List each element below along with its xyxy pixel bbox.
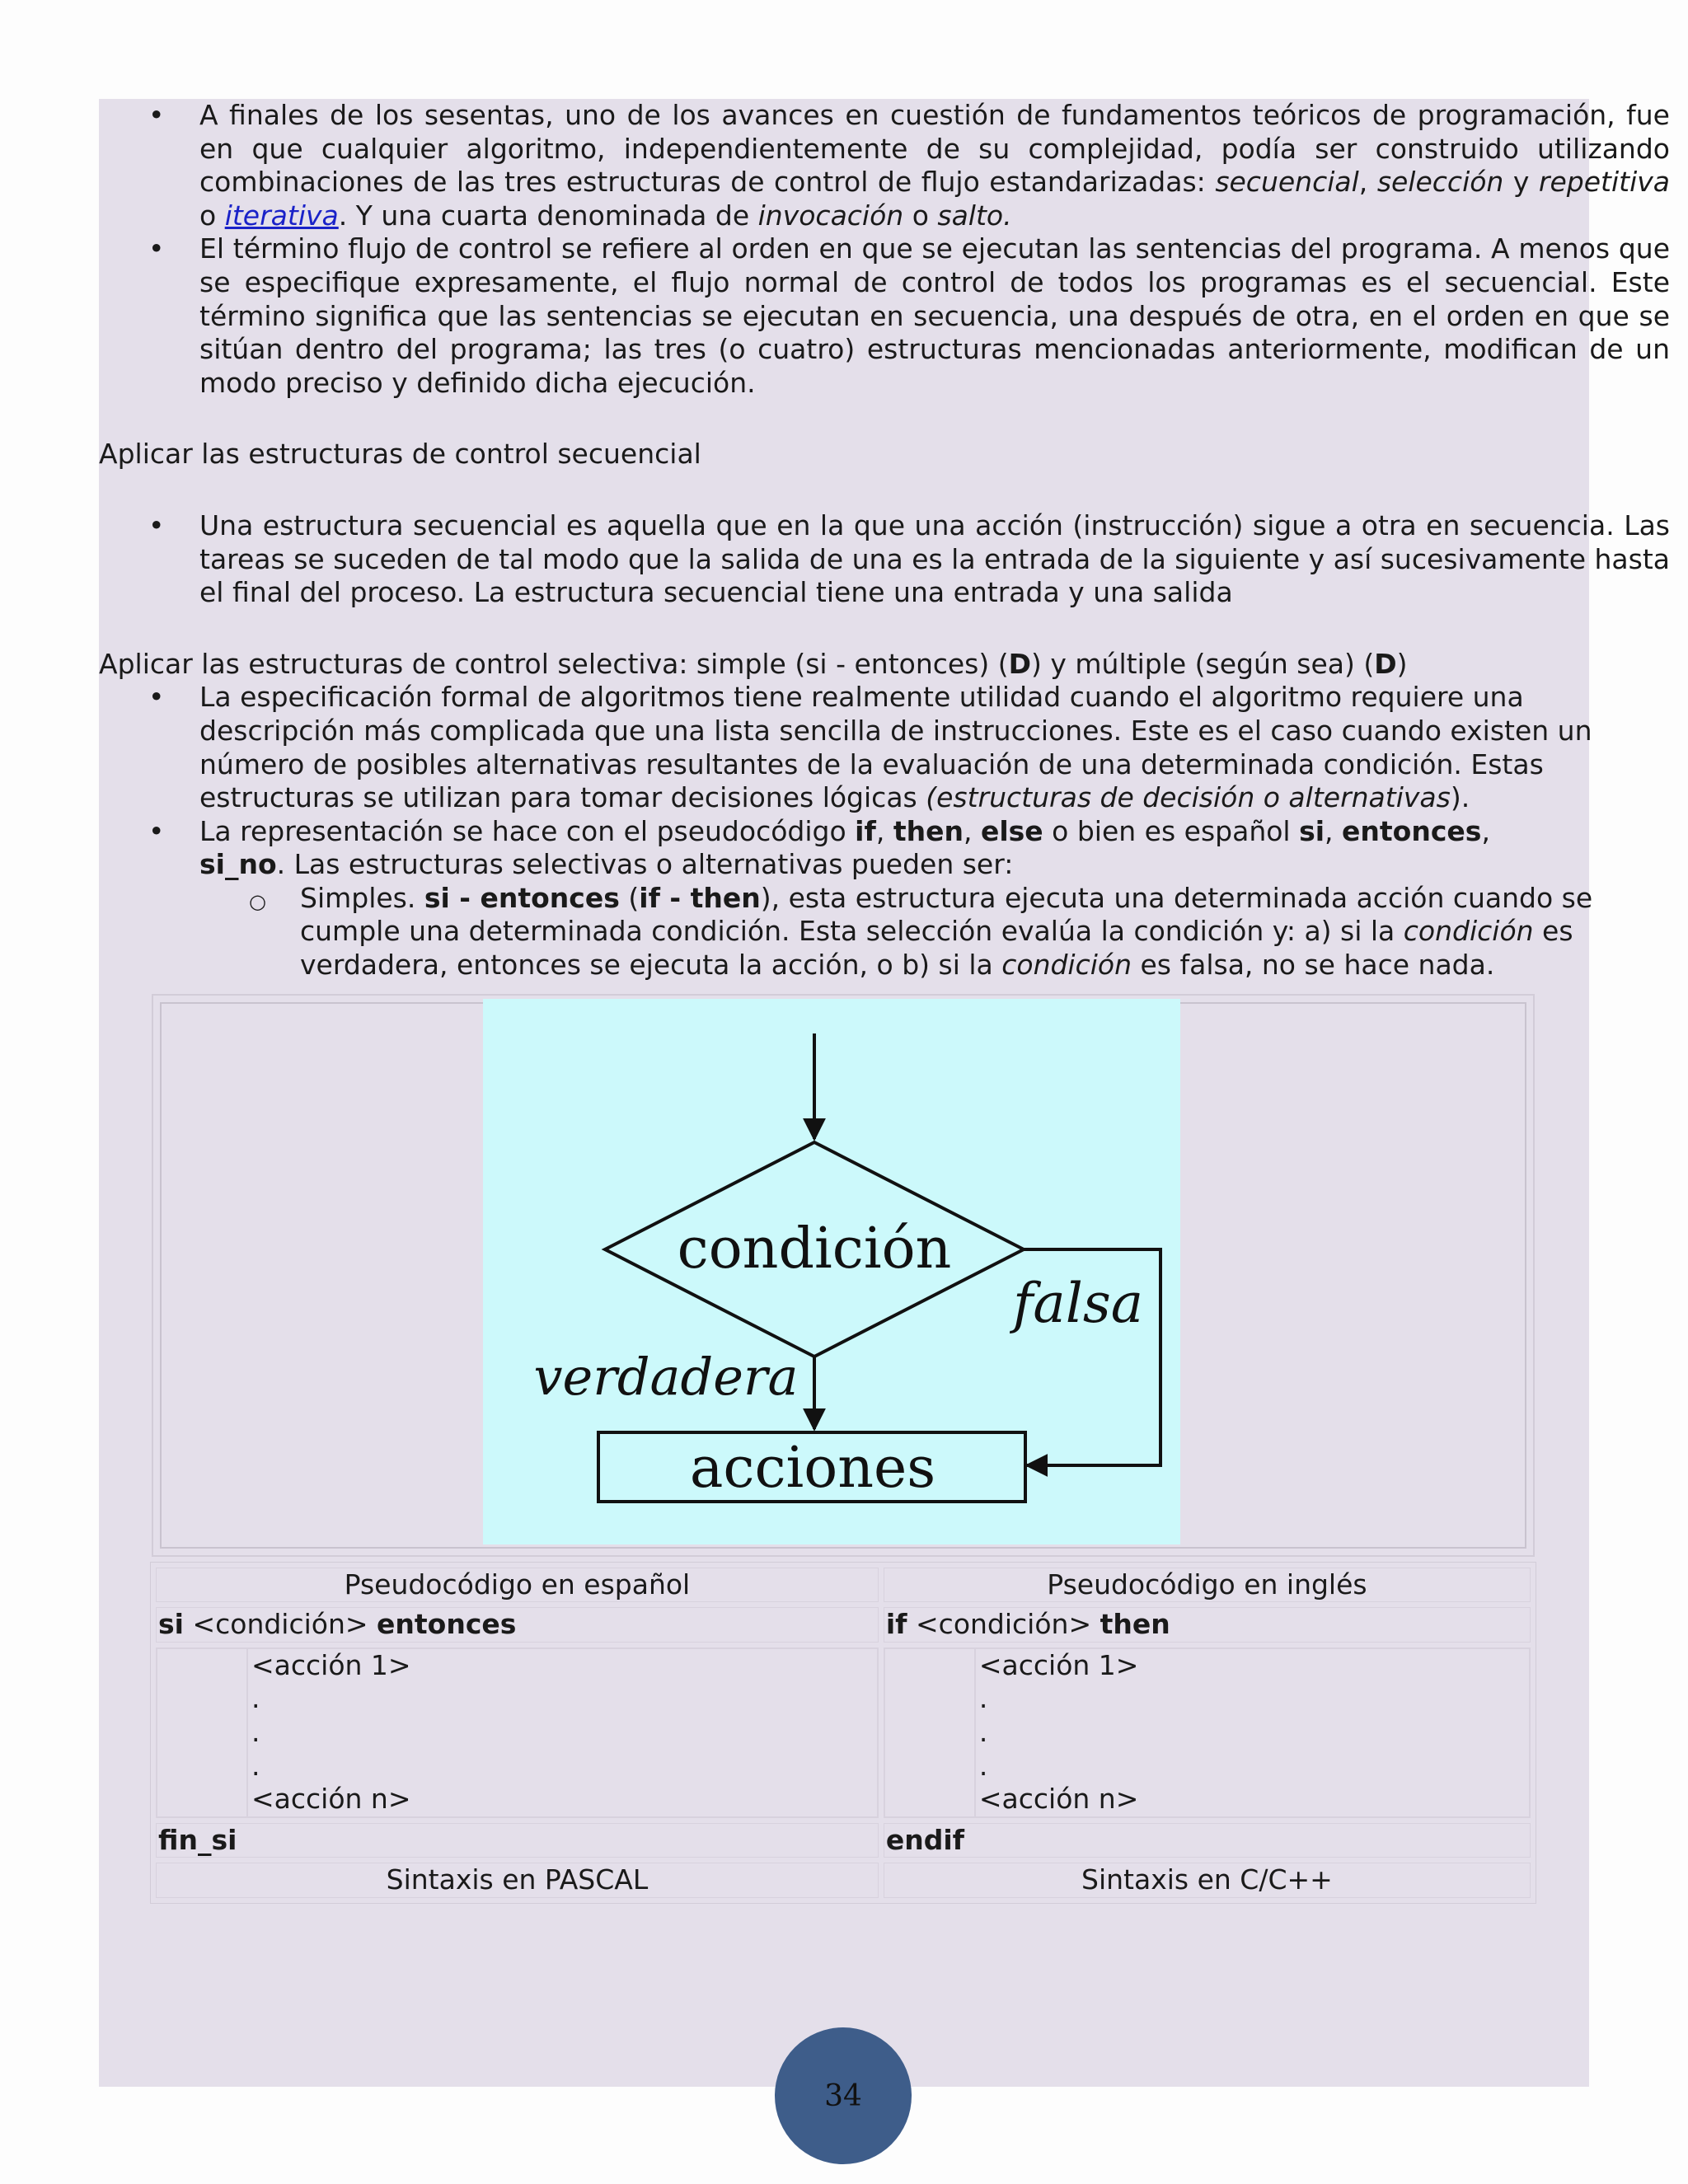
code-block-en	[884, 1648, 1530, 1817]
table-row	[156, 1568, 1531, 1603]
secuencial-list	[99, 509, 1670, 610]
separator: ,	[963, 814, 981, 847]
table-row	[156, 1607, 1531, 1643]
code-line: .	[978, 1682, 988, 1715]
keyword: if	[855, 814, 876, 847]
paragraph-text: ).	[1450, 781, 1470, 814]
intro-list	[99, 99, 1671, 400]
keyword: entonces	[1342, 814, 1482, 847]
code-block-es	[157, 1648, 878, 1817]
italic-text: (estructuras de decisión o alternativas	[926, 781, 1451, 814]
marker-d: D	[1374, 647, 1397, 680]
page-number: 34	[824, 2079, 862, 2113]
code-line: <acción n>	[251, 1783, 411, 1816]
separator: ,	[1481, 814, 1490, 847]
indent-cell	[884, 1648, 975, 1817]
pseudocode-table	[150, 1562, 1536, 1904]
separator: ,	[1358, 166, 1377, 199]
cell-en-if	[884, 1607, 1531, 1643]
link-iterativa[interactable]: iterativa	[224, 199, 339, 232]
keyword: fin_si	[158, 1823, 237, 1856]
action-lines	[247, 1648, 878, 1817]
conjunction: o	[199, 199, 225, 232]
keyword: si_no	[199, 848, 277, 881]
section-heading-secuencial: Aplicar las estructuras de control secuencial	[99, 438, 701, 471]
paragraph-text: ), esta estructura ejecuta una determinada acción cuando se cumple una determinada condición. Esta selección evalúa la condición y: a) si la	[300, 881, 1593, 948]
separator: ,	[1325, 814, 1343, 847]
code-line: <acción 1>	[978, 1648, 1139, 1681]
paragraph-text: La especificación formal de algoritmos tiene realmente utilidad cuando el algoritmo requiere una descripción más complicada que una lista sencilla de instrucciones. Este es el caso cuando existen un número de posibles alternativas resultantes de la evaluación de una determinada condición. Estas estructuras se utilizan para tomar decisiones lógicas	[199, 681, 1592, 814]
code-line: .	[978, 1749, 988, 1782]
list-item	[99, 681, 1639, 814]
indent-cell	[157, 1648, 247, 1817]
paragraph-text: A finales de los sesentas, uno de los avances en cuestión de fundamentos teóricos de programación, fue en que cualquier algoritmo, independientemente de su complejidad, podía ser construido utilizando combinaciones de las tres estructuras de control de flujo estandarizadas:	[199, 99, 1670, 199]
marker-d: D	[1008, 647, 1032, 680]
true-label: verdadera	[533, 1346, 799, 1407]
table-row	[156, 1647, 1531, 1818]
flowchart-svg	[483, 999, 1180, 1544]
keyword: si	[1299, 814, 1325, 847]
list-item	[99, 815, 1639, 982]
keyword: si	[158, 1608, 184, 1641]
paragraph-text: o bien es español	[1043, 814, 1300, 847]
separator: ,	[875, 814, 893, 847]
term-salto: salto.	[937, 199, 1012, 232]
figure-frame	[152, 994, 1535, 1557]
action-label: acciones	[689, 1435, 936, 1501]
keyword: then	[893, 814, 964, 847]
section-heading-selectiva	[99, 648, 1589, 682]
code-line: <acción n>	[978, 1783, 1139, 1816]
header-en: Pseudocódigo en inglés	[884, 1568, 1531, 1603]
cell-es-body	[156, 1647, 879, 1818]
cell-en-body	[884, 1647, 1531, 1818]
conjunction: y	[1503, 166, 1539, 199]
italic-text: condición	[1001, 949, 1132, 982]
list-item	[99, 99, 1670, 232]
term-seleccion: selección	[1376, 166, 1504, 199]
false-label: falsa	[1012, 1271, 1144, 1335]
cell-en-end	[884, 1823, 1531, 1858]
cell-es-end	[156, 1823, 879, 1858]
keyword: else	[980, 814, 1043, 847]
paragraph-text: . Las estructuras selectivas o alternativas pueden ser:	[276, 848, 1014, 881]
paragraph-text: (	[619, 881, 640, 914]
keyword: if - then	[639, 881, 761, 914]
selectiva-list	[99, 681, 1593, 982]
paragraph-text: es falsa, no se hace nada.	[1132, 949, 1495, 982]
document-body	[99, 99, 1671, 1904]
page-number-badge	[775, 2027, 912, 2164]
condition-label: condición	[677, 1216, 952, 1282]
code-line: .	[978, 1716, 988, 1749]
term-invocacion: invocación	[757, 199, 904, 232]
keyword: then	[1100, 1608, 1170, 1641]
heading-text: )	[1396, 647, 1408, 680]
cell-es-if	[156, 1607, 879, 1643]
keyword: endif	[885, 1823, 965, 1856]
table-row	[156, 1863, 1531, 1898]
heading-text: Aplicar las estructuras de control selectiva: simple (si - entonces) (	[99, 647, 1009, 680]
heading-text: ) y múltiple (según sea) (	[1031, 647, 1375, 680]
action-lines	[975, 1648, 1530, 1817]
keyword: entonces	[377, 1608, 517, 1641]
footer-en: Sintaxis en C/C++	[884, 1863, 1531, 1898]
term-secuencial: secuencial	[1215, 166, 1359, 199]
code-line: .	[251, 1716, 260, 1749]
code-text: <condición>	[183, 1608, 377, 1641]
italic-text: condición	[1403, 915, 1534, 948]
header-es: Pseudocódigo en español	[156, 1568, 879, 1603]
sub-list-item	[199, 882, 1676, 982]
term-repetitiva: repetitiva	[1538, 166, 1671, 199]
paragraph-text: es verdadera, entonces se ejecuta la acción, o b) si la	[300, 915, 1573, 982]
code-line: <acción 1>	[251, 1648, 411, 1681]
code-text: <condición>	[907, 1608, 1100, 1641]
code-line: .	[251, 1682, 260, 1715]
list-item: • Una estructura secuencial es aquella que en la que una acción (instrucción) sigue a otra en secuencia. Las tareas se suceden de tal modo que la salida de una es la entrada de la siguiente y así sucesivamente hasta el final del proceso. La estructura secuencial tiene una entrada y una salida	[99, 509, 1670, 610]
keyword: if	[885, 1608, 907, 1641]
paragraph-text: El término flujo de control se refiere al orden en que se ejecutan las sentencias del programa. A menos que se especifique expresamente, el flujo normal de control de todos los programas es el secuencial. Este término significa que las sentencias se ejecutan en secuencia, una después de otra, en el orden en que se sitúan dentro del programa; las tres (o cuatro) estructuras mencionadas anteriormente, modifican de un modo preciso y definido dicha ejecución.	[199, 232, 1670, 399]
paragraph-text: Simples.	[300, 881, 424, 914]
sub-list	[199, 882, 1639, 982]
paragraph-text: . Y una cuarta denominada de	[338, 199, 758, 232]
code-line: .	[251, 1749, 260, 1782]
keyword: si - entonces	[424, 881, 620, 914]
flowchart-diagram	[483, 999, 1180, 1544]
list-item	[99, 232, 1670, 400]
conjunction: o	[903, 199, 938, 232]
paragraph-text: La representación se hace con el pseudocódigo	[199, 814, 856, 847]
table-row	[156, 1823, 1531, 1858]
footer-es: Sintaxis en PASCAL	[156, 1863, 879, 1898]
